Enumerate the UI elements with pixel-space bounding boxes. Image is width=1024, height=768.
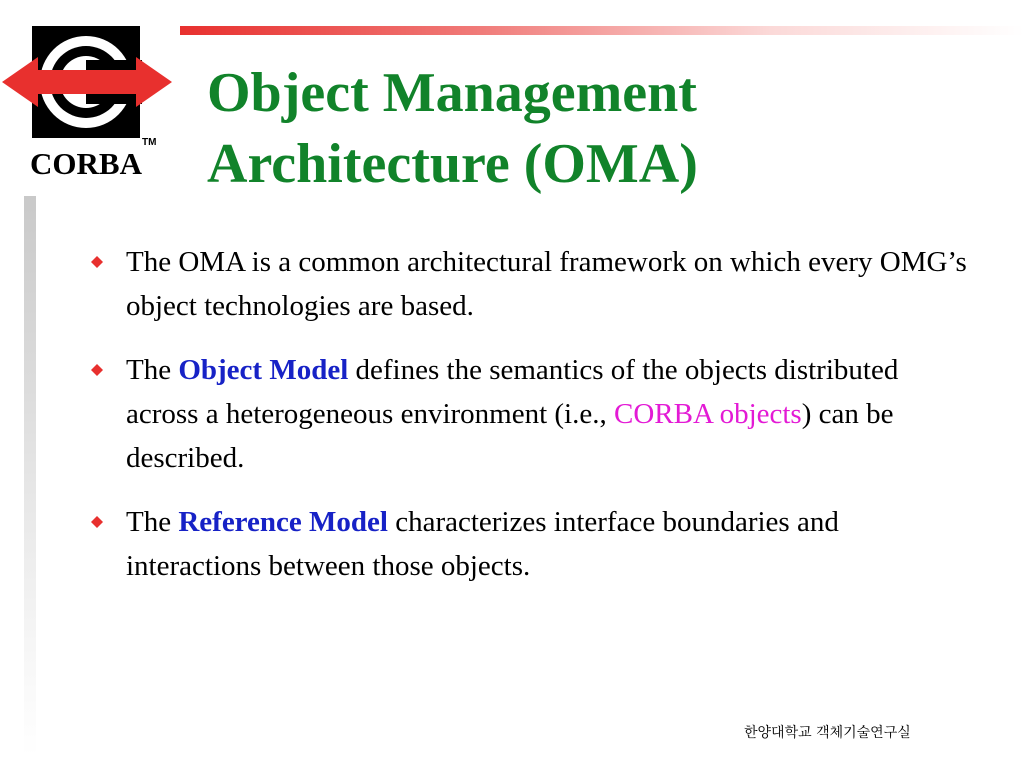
diamond-bullet-icon xyxy=(91,256,103,268)
slide-title xyxy=(207,58,698,200)
bullet-prefix: The xyxy=(126,354,179,386)
reference-model-term: Reference Model xyxy=(178,506,388,538)
bullet-list xyxy=(88,240,968,608)
corba-logo xyxy=(0,22,175,187)
diamond-bullet-icon xyxy=(91,516,103,528)
bullet-suffix: ) can be described. xyxy=(126,398,894,474)
diamond-bullet-icon xyxy=(91,364,103,376)
corba-objects-highlight: CORBA objects xyxy=(614,398,802,430)
title-line-2: Architecture (OMA) xyxy=(207,133,698,196)
left-accent-bar xyxy=(24,196,36,756)
logo-trademark: TM xyxy=(142,137,157,148)
bullet-item xyxy=(88,240,968,328)
top-accent-bar xyxy=(180,26,1024,35)
bullet-middle: defines the semantics of the objects distributed across a heterogeneous environment (i.e., xyxy=(126,354,899,430)
bullet-prefix: The xyxy=(126,506,179,538)
object-model-term: Object Model xyxy=(178,354,349,386)
bullet-item xyxy=(88,500,968,588)
logo-wordmark: CORBA xyxy=(30,146,142,181)
bullet-text: The OMA is a common architectural framework on which every OMG’s object technologies are based. xyxy=(126,246,967,322)
title-line-1: Object Management xyxy=(207,62,697,124)
bullet-item xyxy=(88,348,968,480)
footer-lab-name: 한양대학교 객체기술연구실 xyxy=(744,725,911,741)
bullet-suffix: characterizes interface boundaries and interactions between those objects. xyxy=(126,506,839,582)
